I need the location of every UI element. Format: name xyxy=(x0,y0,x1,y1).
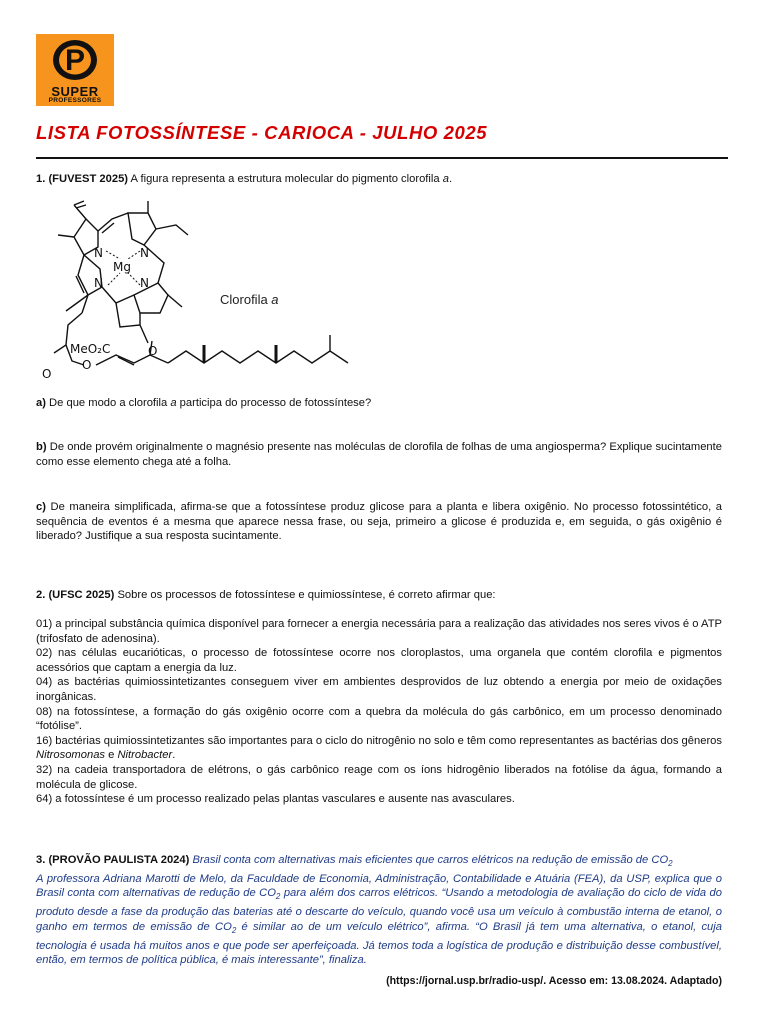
q3-text-1: A professora Adriana Marotti de Melo, da Faculdade de Economia, Administração, Contabilidade e Atuária (FEA), da USP, explica que o Brasil conta com alternativas de redução de CO xyxy=(36,872,722,900)
logo-line1: SUPER xyxy=(51,83,99,99)
q1-item-c xyxy=(36,500,722,544)
q2-16-end: . xyxy=(172,749,176,762)
q2-option-02: 02) nas células eucarióticas, o processo de fotossíntese ocorre nos cloroplastos, uma organela que contém clorofila e pigmentos acessórios que captam a energia da luz. xyxy=(36,647,722,674)
super-professores-logo xyxy=(36,34,114,106)
q3-text-2: para além dos carros elétricos. “Usando a metodologia de avaliação do ciclo de vida do produto desde a fase da produção das baterias até o descarte do veículo, quando você usa um veículo à combustão interna de etanol, o ganho em termos de emissão de CO xyxy=(36,887,723,933)
logo-line2: PROFESSORES xyxy=(48,96,102,104)
q1-a-label: a) xyxy=(36,397,46,409)
q3-source-citation: (https://jornal.usp.br/radio-usp/. Acesso em: 13.08.2024. Adaptado) xyxy=(386,975,722,987)
atom-o-carbonyl: O xyxy=(42,367,52,381)
q2-option-16 xyxy=(36,734,722,763)
ester-group: MeO₂C xyxy=(70,342,111,356)
q3-sub-1: 2 xyxy=(668,859,673,869)
q3-number: 3. (PROVÃO PAULISTA 2024) xyxy=(36,854,190,866)
q2-16-and: e xyxy=(105,749,118,762)
q1-stem-text: A figura representa a estrutura molecular do pigmento clorofila xyxy=(128,173,443,185)
atom-n2: N xyxy=(140,246,149,260)
q1-number: 1. (FUVEST 2025) xyxy=(36,173,129,185)
q2-option-08: 08) na fotossíntese, a formação do gás oxigênio ocorre com a quebra da molécula do gás carbônico, em um processo denominado “fotólise”. xyxy=(36,705,722,733)
q3-sub-2: 2 xyxy=(275,892,281,902)
q1-b-label: b) xyxy=(36,441,47,453)
atom-n4: N xyxy=(140,276,149,290)
q3-sub-3: 2 xyxy=(231,926,237,936)
figure-caption-var: a xyxy=(271,292,279,307)
q1-stem xyxy=(36,172,722,187)
logo-p-emblem xyxy=(51,38,99,82)
q2-16-text: 16) bactérias quimiossintetizantes são importantes para o ciclo do nitrogênio no solo e têm como representantes as bactérias dos gêneros xyxy=(36,734,722,747)
q2-stem-text: Sobre os processos de fotossíntese e quimiossíntese, é correto afirmar que: xyxy=(114,589,496,601)
q1-stem-var: a xyxy=(442,173,449,185)
q2-number: 2. (UFSC 2025) xyxy=(36,589,115,601)
q3-text-3: é similar ao de um veículo elétrico”, afirma. “O Brasil já tem uma alternativa, o etanol, cuja tecnologia é usada há muitos anos e que pode ser aperfeiçoada. Já temos toda a logística de produção e distribuição desse combustível, então, em termos de política pública, é mais interessante”, finaliza. xyxy=(36,920,722,967)
figure-caption xyxy=(220,292,279,307)
q3-block xyxy=(36,853,722,968)
genus-nitrosomonas: Nitrosomonas xyxy=(36,749,106,762)
title-divider xyxy=(36,157,728,159)
atom-n3: N xyxy=(94,276,103,290)
q1-item-a xyxy=(36,396,722,411)
q1-a-text2: participa do processo de fotossíntese? xyxy=(176,397,372,409)
svg-text:P: P xyxy=(64,44,86,77)
q1-a-text1: De que modo a clorofila xyxy=(45,397,171,409)
q2-option-64: 64) a fotossíntese é um processo realizado pelas plantas vasculares e ausente nas avasculares. xyxy=(36,793,515,806)
q3-headline: Brasil conta com alternativas mais eficientes que carros elétricos na redução de emissão de CO xyxy=(189,854,669,866)
q1-c-label: c) xyxy=(36,501,46,513)
chlorophyll-structure-figure xyxy=(36,195,366,385)
genus-nitrobacter: Nitrobacter xyxy=(117,749,173,762)
q1-b-text: De onde provém originalmente o magnésio presente nas moléculas de clorofila de folhas de uma angiosperma? Explique sucintamente como esse elemento chega até a folha. xyxy=(36,441,722,468)
atom-o-ether: O xyxy=(82,358,92,372)
q1-item-b xyxy=(36,440,722,469)
q1-stem-end: . xyxy=(448,173,453,185)
q1-a-var: a xyxy=(170,397,177,409)
atom-mg: Mg xyxy=(113,260,131,274)
q2-option-32: 32) na cadeia transportadora de elétrons, o gás carbônico reage com os íons hidrogênio liberados na fotólise da água, formando a molécula de glicose. xyxy=(36,763,722,791)
q2-option-01: 01) a principal substância química disponível para fornecer a energia necessária para a realização das atividades nos seres vivos é o ATP (trifosfato de adenosina). xyxy=(36,618,722,645)
figure-caption-text: Clorofila xyxy=(220,292,272,307)
q2-options xyxy=(36,617,722,807)
q2-option-04: 04) as bactérias quimiossintetizantes conseguem viver em ambientes desprovidos de luz obtendo a energia por meio de oxidações inorgânicas. xyxy=(36,676,722,703)
atom-o-ketone: O xyxy=(148,344,158,358)
q1-c-text: De maneira simplificada, afirma-se que a fotossíntese produz glicose para a planta e libera oxigênio. No processo fotossintético, a sequência de eventos é a mesma que aparece nessa frase, ou seja, primeiro a glicose é produzida e, em seguida, o gás oxigênio é liberado? Justifique a sua resposta sucintamente. xyxy=(36,501,722,543)
q2-stem xyxy=(36,588,722,603)
page-title: LISTA FOTOSSÍNTESE - CARIOCA - JULHO 2025 xyxy=(36,122,488,143)
atom-n1: N xyxy=(94,246,103,260)
